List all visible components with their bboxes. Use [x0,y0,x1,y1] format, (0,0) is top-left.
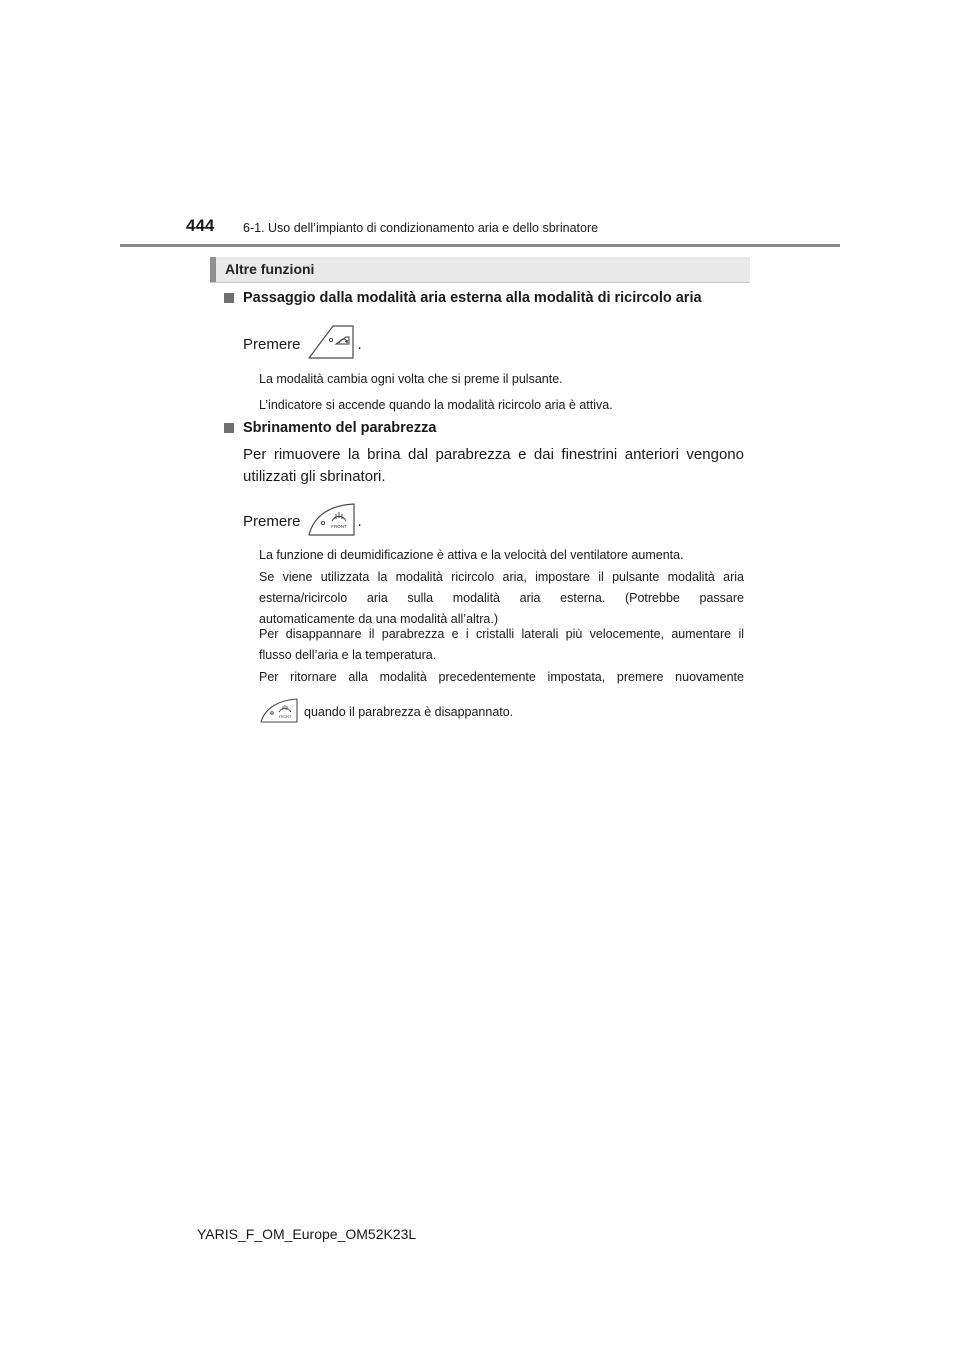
defrost-body-line-2: utilizzati gli sbrinatori. [243,468,386,485]
air-recirculation-button-icon [306,323,356,365]
defrost-note-6: flusso dell’aria e la temperatura. [259,648,437,662]
recirc-heading-text: Passaggio dalla modalità aria esterna alla modalità di ricircolo aria [243,290,702,306]
defrost-final-note [259,697,513,727]
defroster-icon-label: FRONT [278,715,292,719]
heading-bullet-square [224,423,234,433]
windshield-defroster-button-icon [259,697,299,727]
defrost-note-1: La funzione di deumidificazione è attiva e la velocità del ventilatore aumenta. [259,548,684,562]
recirc-press-label: Premere [243,335,301,353]
recirc-note-1: La modalità cambia ogni volta che si preme il pulsante. [259,372,563,386]
defrost-note-4: automaticamente da una modalità all’altra.) [259,612,499,626]
windshield-defroster-button-icon [306,501,356,541]
heading-bullet-square [224,293,234,303]
defrost-note-7: Per ritornare alla modalità precedentemente impostata, premere nuovamente [259,670,744,684]
defrost-note-2: Se viene utilizzata la modalità ricircolo aria, impostare il pulsante modalità aria [259,570,744,584]
section-title: Altre funzioni [225,261,315,277]
defroster-icon-label: FRONT [330,524,347,529]
defrost-press-period: . [357,512,362,530]
defrost-note-5: Per disappannare il parabrezza e i cristalli laterali più velocemente, aumentare il [259,627,744,641]
page-number: 444 [186,216,215,235]
defrost-press-line [243,501,362,541]
chapter-title: 6-1. Uso dell’impianto di condizionamento aria e dello sbrinatore [243,221,599,235]
section-bar [210,257,750,283]
footer-doc-code: YARIS_F_OM_Europe_OM52K23L [197,1226,417,1242]
section-bar-accent [210,257,216,282]
recirc-note-2: L’indicatore si accende quando la modalità ricircolo aria è attiva. [259,398,613,412]
defrost-body-line-1: Per rimuovere la brina dal parabrezza e dai finestrini anteriori vengono [243,446,744,463]
defrost-heading-text: Sbrinamento del parabrezza [243,420,437,436]
defrost-final-note-text: quando il parabrezza è disappannato. [304,705,514,719]
defrost-press-label: Premere [243,512,301,530]
recirc-press-period: . [357,335,362,353]
recirc-press-line [243,323,362,365]
defrost-note-3: esterna/ricircolo aria sulla modalità aria esterna. (Potrebbe passare [259,591,744,605]
header-rule [120,244,840,247]
